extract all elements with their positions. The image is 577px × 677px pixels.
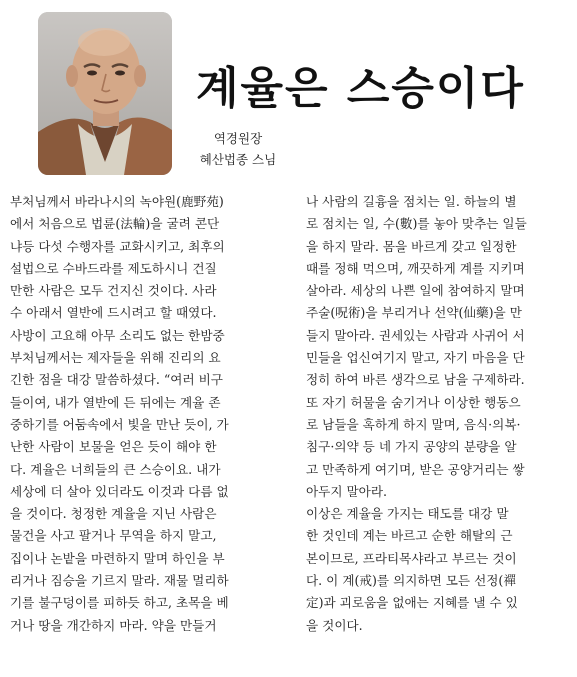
article-text-line: 다. 이 계(戒)를 의지하면 모든 선정(禪 <box>306 573 516 589</box>
article-text-line: 때를 정해 먹으며, 깨끗하게 계를 지키며 <box>306 260 525 276</box>
article-text-line: 만한 사람은 모두 건지신 것이다. 사라 <box>10 283 217 299</box>
article-text-line: 살아라. 세상의 나쁜 일에 참여하지 말며 <box>306 283 525 299</box>
article-text-line: 민들을 업신여기지 말고, 자기 마음을 단 <box>306 350 525 366</box>
article-text-line: 을 것이다. <box>306 617 363 633</box>
article-text-line: 부처님께서 바라나시의 녹야원(鹿野苑) <box>10 194 224 209</box>
article-text-line: 수 아래서 열반에 드시려고 할 때였다. <box>10 305 217 321</box>
article-text-line: 이상은 계율을 가지는 태도를 대강 말 <box>306 506 509 522</box>
article-text-line: 침구·의약 등 네 가지 공양의 분량을 알 <box>306 439 517 455</box>
article-text-line: 주술(呪術)을 부리거나 선약(仙藥)을 만 <box>306 305 522 321</box>
article-column-left <box>10 191 284 637</box>
article-text-line: 한 것인데 계는 바르고 순한 해탈의 근 <box>306 528 513 544</box>
article-text-line: 설법으로 수바드라를 제도하시니 건질 <box>10 260 217 276</box>
article-text-line: 로 남들을 혹하게 하지 말며, 음식·의복· <box>306 416 521 432</box>
article-text-line: 세상에 더 살아 있더라도 이것과 다름 없 <box>10 483 229 499</box>
article-text-line: 아두지 말아라. <box>306 483 387 499</box>
article-text-line: 기를 불구덩이를 피하듯 하고, 초목을 베 <box>10 595 229 611</box>
author-name: 혜산법종 스님 <box>199 152 277 167</box>
article-text-line: 긴한 점을 대강 말씀하셨다. “여러 비구 <box>10 372 223 388</box>
article-text-line: 거나 땅을 개간하지 마라. 약을 만들거 <box>10 617 217 633</box>
article-text-line: 고 만족하게 여기며, 받은 공양거리는 쌓 <box>306 461 525 477</box>
article-text-line: 물건을 사고 팔거나 무역을 하지 말고, <box>10 528 217 544</box>
article-text-line: 난한 사람이 보물을 얻은 듯이 해야 한 <box>10 439 217 455</box>
article-title: 계율은 스승이다 <box>196 63 525 114</box>
article-text-line: 에서 처음으로 법륜(法輪)을 굴려 콘단 <box>10 216 220 232</box>
author-position: 역경원장 <box>213 131 263 146</box>
article-text-line: 사방이 고요해 아무 소리도 없는 한밤중 <box>10 327 225 343</box>
article-text-line: 정히 하여 바른 생각으로 남을 구제하라. <box>306 372 525 388</box>
article-text-line: 들지 말아라. 권세있는 사람과 사귀어 서 <box>306 327 525 343</box>
article-text-line: 定)과 괴로움을 없애는 지혜를 낼 수 있 <box>306 595 518 611</box>
author-photo <box>38 12 172 175</box>
article-text-line: 부처님께서는 제자들을 위해 진리의 요 <box>10 350 221 366</box>
article-text-line: 집이나 논밭을 마련하지 말며 하인을 부 <box>10 550 225 566</box>
article-text-line: 을 하지 말라. 몸을 바르게 갖고 일정한 <box>306 238 517 254</box>
article-text-line: 로 점치는 일, 수(數)를 놓아 맞추는 일들 <box>306 216 527 232</box>
monk-portrait-image <box>38 12 172 175</box>
article-text-line: 들이여, 내가 열반에 든 뒤에는 계율 존 <box>10 394 221 410</box>
author-byline <box>178 128 298 170</box>
article-text-line: 냐등 다섯 수행자를 교화시키고, 최후의 <box>10 238 225 254</box>
article-text-line: 을 것이다. 청정한 계율을 지닌 사람은 <box>10 506 217 522</box>
article-text-line: 본이므로, 프라티목샤라고 부르는 것이 <box>306 550 517 566</box>
article-text-line: 나 사람의 길흉을 점치는 일. 하늘의 별 <box>306 194 517 209</box>
article-text-line: 중하기를 어둠속에서 빛을 만난 듯이, 가 <box>10 416 229 432</box>
article-column-right <box>306 191 572 637</box>
article-text-line: 리거나 짐승을 기르지 말라. 재물 멀리하 <box>10 573 229 589</box>
article-text-line: 또 자기 허물을 숨기거나 이상한 행동으 <box>306 394 521 410</box>
article-text-line: 다. 계율은 너희들의 큰 스승이요. 내가 <box>10 461 221 477</box>
